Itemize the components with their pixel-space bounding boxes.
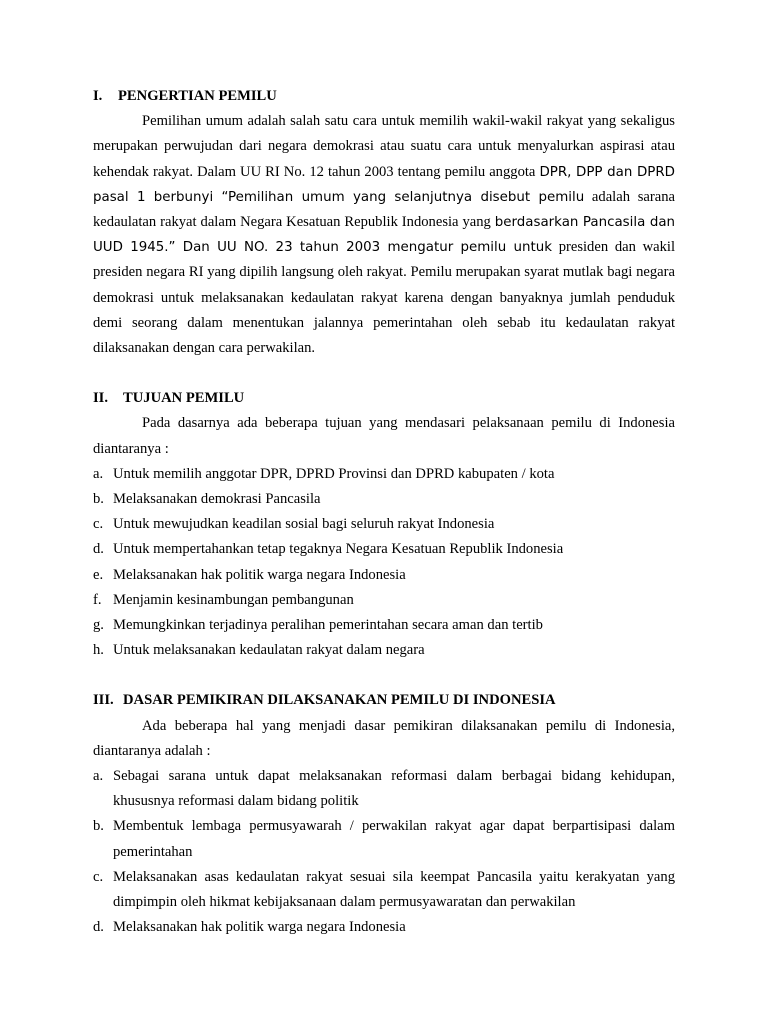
section-2-heading (93, 386, 675, 411)
list-item (93, 865, 675, 915)
section-1-paragraph-part5: presiden dan wakil presiden negara RI yang dipilih langsung oleh rakyat. Pemilu merupakan syarat mutlak bagi negara demokrasi untuk melaksanakan kedaulatan rakyat karena dengan banyaknya jumlah penduduk demi seorang dalam menentukan jalannya pemerintahan oleh sebab itu kedaulatan rakyat dilaksanakan dengan cara perwakilan. (93, 239, 676, 357)
list-item (93, 764, 675, 814)
section-1-number: I. (93, 88, 103, 104)
section-1-paragraph-part2: DPR, DPP dan DPRD pasal 1 berbunyi “Pemilihan umum yang selanjutnya disebut pemilu (93, 164, 675, 205)
list-item-text: Untuk memilih anggotar DPR, DPRD Provinsi dan DPRD kabupaten / kota (113, 465, 555, 482)
list-marker: d. (93, 919, 104, 936)
list-marker: g. (93, 617, 104, 634)
list-item-text: Untuk mewujudkan keadilan sosial bagi seluruh rakyat Indonesia (113, 516, 495, 533)
list-item-text: Menjamin kesinambungan pembangunan (113, 591, 354, 608)
list-item (93, 462, 675, 487)
list-item-text: Melaksanakan asas kedaulatan rakyat sesuai sila keempat Pancasila yaitu kerakyatan yang dimpimpin oleh hikmat kebijaksanaan dalam permusyawaratan dan perwakilan (113, 868, 675, 911)
list-marker: c. (93, 868, 104, 885)
section-3-heading (93, 688, 675, 713)
list-item-text: Untuk melaksanakan kedaulatan rakyat dalam negara (113, 642, 425, 659)
list-item (93, 915, 675, 940)
section-2-intro: Pada dasarnya ada beberapa tujuan yang mendasari pelaksanaan pemilu di Indonesia diantaranya : (93, 415, 675, 457)
section-3-number: III. (93, 692, 114, 709)
list-item (93, 814, 675, 864)
list-marker: h. (93, 642, 104, 659)
list-item-text: Membentuk lembaga permusyawarah / perwakilan rakyat agar dapat berpartisipasi dalam pemerintahan (113, 818, 675, 860)
section-3-intro: Ada beberapa hal yang menjadi dasar pemikiran dilaksanakan pemilu di Indonesia, diantaranya adalah : (93, 717, 675, 759)
list-item (93, 638, 675, 663)
list-item (93, 563, 675, 588)
section-1-paragraph (93, 109, 675, 361)
list-marker: a. (93, 465, 104, 482)
list-marker: d. (93, 541, 104, 558)
list-item-text: Memungkinkan terjadinya peralihan pemerintahan secara aman dan tertib (113, 617, 543, 634)
section-3-list (93, 764, 675, 940)
list-item-text: Melaksanakan hak politik warga negara Indonesia (113, 566, 406, 583)
list-item (93, 512, 675, 537)
list-item-text: Untuk mempertahankan tetap tegaknya Negara Kesatuan Republik Indonesia (113, 541, 564, 558)
list-marker: e. (93, 566, 104, 583)
section-1-paragraph-part3: adalah sarana kedaulatan rakyat dalam Negara Kesatuan Republik Indonesia yang (93, 188, 675, 231)
list-item (93, 588, 675, 613)
list-marker: b. (93, 818, 104, 835)
list-item (93, 613, 675, 638)
section-1-heading (93, 84, 675, 109)
list-marker: f. (93, 591, 102, 608)
section-3-title: DASAR PEMIKIRAN DILAKSANAKAN PEMILU DI INDONESIA (123, 692, 556, 709)
list-item (93, 537, 675, 562)
section-spacer (93, 361, 675, 386)
list-item-text: Melaksanakan hak politik warga negara Indonesia (113, 919, 406, 936)
document-page (93, 84, 675, 941)
section-spacer (93, 663, 675, 688)
list-marker: b. (93, 491, 104, 508)
section-1-title: PENGERTIAN PEMILU (118, 88, 277, 104)
list-marker: a. (93, 768, 104, 785)
section-2-list (93, 462, 675, 664)
list-item-text: Sebagai sarana untuk dapat melaksanakan reformasi dalam berbagai bidang kehidupan, khususnya reformasi dalam bidang politik (113, 768, 675, 810)
section-2-number: II. (93, 390, 109, 407)
list-marker: c. (93, 516, 104, 533)
list-item (93, 487, 675, 512)
list-item-text: Melaksanakan demokrasi Pancasila (113, 491, 321, 508)
section-1-paragraph-part1: Pemilihan umum adalah salah satu cara untuk memilih wakil-wakil rakyat yang sekaligus merupakan perwujudan dari negara demokrasi atau suatu cara untuk menyalurkan aspirasi atau kehendak rakyat. Dalam UU RI No. 12 tahun 2003 tentang pemilu anggota (93, 113, 675, 180)
section-2-title: TUJUAN PEMILU (123, 390, 245, 407)
section-1-paragraph-part4: berdasarkan Pancasila dan UUD 1945.” Dan UU NO. 23 tahun 2003 mengatur pemilu untuk (93, 215, 676, 256)
